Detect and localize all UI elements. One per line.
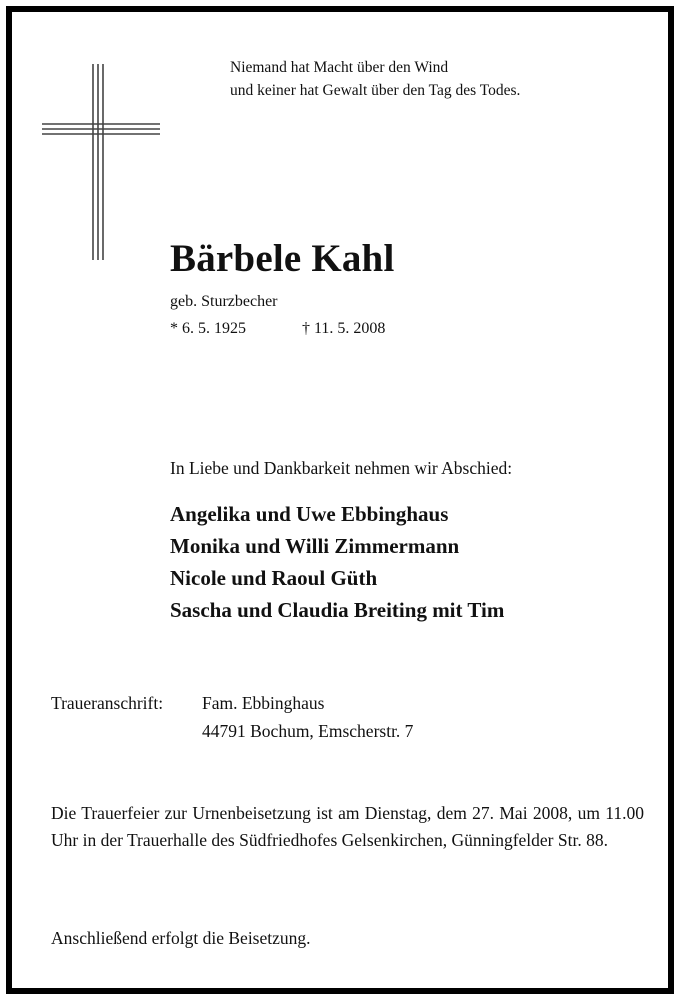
ceremony-text: Die Trauerfeier zur Urnenbeisetzung ist am Dienstag, dem 27. Mai 2008, um 11.00 Uhr in der Trauerhalle des Südfriedhofes Gelsenkirchen, Günningfelder Str. 88. — [51, 803, 644, 850]
deceased-name: Bärbele Kahl — [170, 237, 395, 280]
birth-name: geb. Sturzbecher — [170, 293, 278, 310]
obituary-frame — [6, 6, 674, 994]
mourner-line: Monika und Willi Zimmermann — [170, 534, 460, 558]
burial-text: Anschließend erfolgt die Beisetzung. — [51, 928, 311, 948]
death-date: † 11. 5. 2008 — [302, 320, 386, 337]
address-label: Traueranschrift: — [51, 693, 164, 713]
farewell-intro: In Liebe und Dankbarkeit nehmen wir Abschied: — [170, 458, 513, 478]
mourner-line: Nicole und Raoul Güth — [170, 566, 378, 590]
mourner-line: Angelika und Uwe Ebbinghaus — [170, 502, 449, 526]
address-line-1: Fam. Ebbinghaus — [202, 693, 325, 713]
quote-line-2: und keiner hat Gewalt über den Tag des Todes. — [230, 82, 521, 99]
quote-line-1: Niemand hat Macht über den Wind — [230, 59, 449, 76]
cross-icon — [42, 64, 162, 272]
address-line-2: 44791 Bochum, Emscherstr. 7 — [202, 721, 414, 741]
birth-date: * 6. 5. 1925 — [170, 320, 246, 337]
mourner-line: Sascha und Claudia Breiting mit Tim — [170, 598, 505, 622]
